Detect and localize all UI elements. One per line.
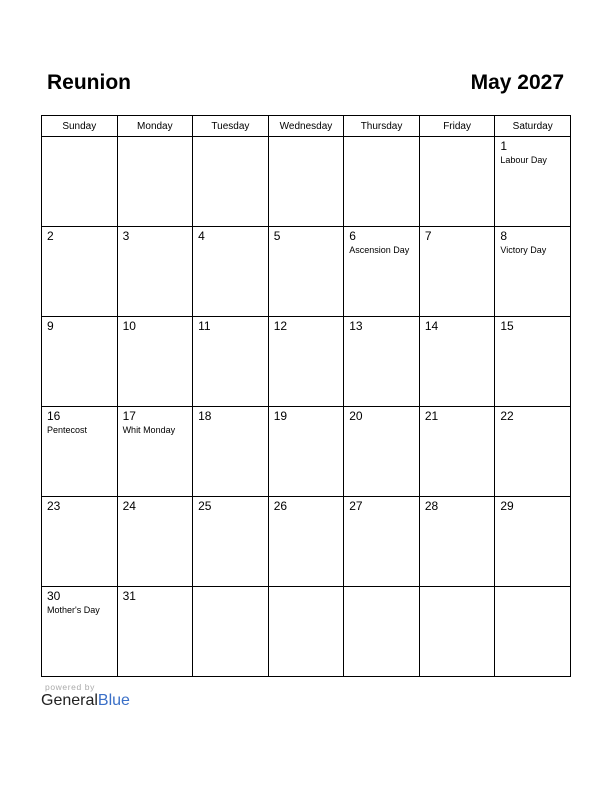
holiday-label — [193, 423, 268, 424]
day-number: 8 — [500, 229, 508, 243]
day-cell — [495, 227, 571, 317]
day-cell — [42, 407, 118, 497]
holiday-label — [344, 140, 419, 141]
day-cell — [419, 407, 495, 497]
holiday-label: Pentecost — [47, 425, 88, 435]
day-number: 31 — [122, 589, 136, 603]
region-title: Reunion — [47, 71, 131, 94]
day-cell — [419, 317, 495, 407]
weekday-header-row — [42, 116, 571, 137]
holiday-label — [495, 513, 570, 514]
weekday-header-thursday: Thursday — [344, 116, 420, 137]
day-number: 13 — [349, 319, 363, 333]
day-number: 25 — [198, 499, 212, 513]
holiday-label — [269, 513, 344, 514]
holiday-label — [118, 333, 193, 334]
day-cell — [495, 497, 571, 587]
holiday-label — [42, 513, 117, 514]
day-number: 14 — [424, 319, 439, 333]
day-number: 9 — [47, 319, 54, 333]
day-cell — [344, 407, 420, 497]
empty-day-cell — [344, 137, 420, 227]
holiday-label: Whit Monday — [122, 425, 176, 435]
day-number: 26 — [273, 499, 288, 513]
holiday-label — [344, 333, 419, 334]
day-number: 7 — [424, 229, 432, 243]
holiday-label: Ascension Day — [349, 245, 410, 255]
calendar-grid — [41, 115, 571, 677]
day-number: 29 — [500, 499, 514, 513]
holiday-label — [118, 140, 193, 141]
holiday-label — [495, 590, 570, 591]
day-number: 11 — [198, 319, 211, 333]
holiday-label — [344, 590, 419, 591]
day-number: 18 — [198, 409, 212, 423]
weekday-header-tuesday: Tuesday — [193, 116, 269, 137]
day-cell — [344, 317, 420, 407]
weekday-header-sunday: Sunday — [42, 116, 118, 137]
powered-by-text: powered by — [45, 682, 95, 692]
day-number: 15 — [500, 319, 514, 333]
holiday-label — [420, 513, 495, 514]
holiday-label — [193, 590, 268, 591]
calendar-body — [42, 137, 571, 677]
day-number: 3 — [122, 229, 130, 243]
day-number: 27 — [349, 499, 363, 513]
day-number: 4 — [198, 229, 205, 243]
day-number: 21 — [424, 409, 439, 423]
day-cell — [193, 227, 269, 317]
day-cell — [117, 587, 193, 677]
holiday-label — [118, 243, 193, 244]
holiday-label — [193, 140, 268, 141]
holiday-label — [344, 513, 419, 514]
day-number: 10 — [122, 319, 136, 333]
day-cell — [419, 227, 495, 317]
day-number: 1 — [500, 139, 508, 153]
empty-day-cell — [419, 137, 495, 227]
day-cell — [268, 497, 344, 587]
day-number: 30 — [47, 589, 61, 603]
day-number: 23 — [47, 499, 61, 513]
holiday-label — [193, 333, 268, 334]
weekday-header-saturday: Saturday — [495, 116, 571, 137]
day-number: 5 — [273, 229, 281, 243]
generalblue-logo — [41, 692, 130, 710]
holiday-label — [269, 423, 344, 424]
empty-day-cell — [419, 587, 495, 677]
day-number: 12 — [273, 319, 288, 333]
holiday-label — [420, 333, 495, 334]
holiday-label — [42, 140, 117, 141]
empty-day-cell — [193, 587, 269, 677]
day-cell — [193, 497, 269, 587]
day-number: 2 — [47, 229, 54, 243]
empty-day-cell — [193, 137, 269, 227]
day-number: 16 — [47, 409, 61, 423]
holiday-label — [269, 590, 344, 591]
day-cell — [193, 407, 269, 497]
empty-day-cell — [268, 137, 344, 227]
holiday-label — [193, 243, 268, 244]
brand-blue-text: Blue — [97, 692, 130, 709]
day-cell — [42, 497, 118, 587]
holiday-label — [193, 513, 268, 514]
holiday-label — [495, 333, 570, 334]
weekday-header-friday: Friday — [419, 116, 495, 137]
holiday-label — [344, 423, 419, 424]
day-cell — [42, 587, 118, 677]
day-cell — [495, 137, 571, 227]
holiday-label — [42, 243, 117, 244]
week-row — [42, 317, 571, 407]
holiday-label — [118, 603, 193, 604]
week-row — [42, 407, 571, 497]
holiday-label — [269, 333, 344, 334]
month-year-title: May 2027 — [470, 71, 564, 94]
day-number: 17 — [122, 409, 136, 423]
week-row — [42, 587, 571, 677]
day-number: 6 — [349, 229, 356, 243]
empty-day-cell — [268, 587, 344, 677]
empty-day-cell — [117, 137, 193, 227]
holiday-label — [420, 590, 495, 591]
weekday-header-wednesday: Wednesday — [268, 116, 344, 137]
day-number: 19 — [273, 409, 288, 423]
day-cell — [268, 407, 344, 497]
week-row — [42, 137, 571, 227]
weekday-header-monday: Monday — [117, 116, 193, 137]
empty-day-cell — [42, 137, 118, 227]
day-number: 28 — [424, 499, 439, 513]
footer — [41, 682, 130, 710]
day-cell — [42, 317, 118, 407]
day-number: 22 — [500, 409, 514, 423]
day-cell — [268, 317, 344, 407]
day-cell — [344, 497, 420, 587]
day-cell — [117, 407, 193, 497]
day-number: 24 — [122, 499, 136, 513]
holiday-label — [269, 140, 344, 141]
holiday-label — [118, 513, 193, 514]
holiday-label: Mother's Day — [47, 605, 100, 615]
brand-general-text: General — [41, 692, 98, 709]
day-cell — [495, 407, 571, 497]
holiday-label — [495, 423, 570, 424]
holiday-label: Victory Day — [500, 245, 547, 255]
day-cell — [117, 317, 193, 407]
week-row — [42, 227, 571, 317]
holiday-label — [420, 423, 495, 424]
holiday-label — [420, 140, 495, 141]
day-cell — [495, 317, 571, 407]
day-cell — [344, 227, 420, 317]
day-cell — [42, 227, 118, 317]
day-number: 20 — [349, 409, 363, 423]
holiday-label — [420, 243, 495, 244]
day-cell — [268, 227, 344, 317]
holiday-label — [42, 333, 117, 334]
holiday-label — [269, 243, 344, 244]
day-cell — [117, 497, 193, 587]
day-cell — [193, 317, 269, 407]
day-cell — [419, 497, 495, 587]
empty-day-cell — [344, 587, 420, 677]
holiday-label: Labour Day — [500, 155, 547, 165]
week-row — [42, 497, 571, 587]
empty-day-cell — [495, 587, 571, 677]
day-cell — [117, 227, 193, 317]
